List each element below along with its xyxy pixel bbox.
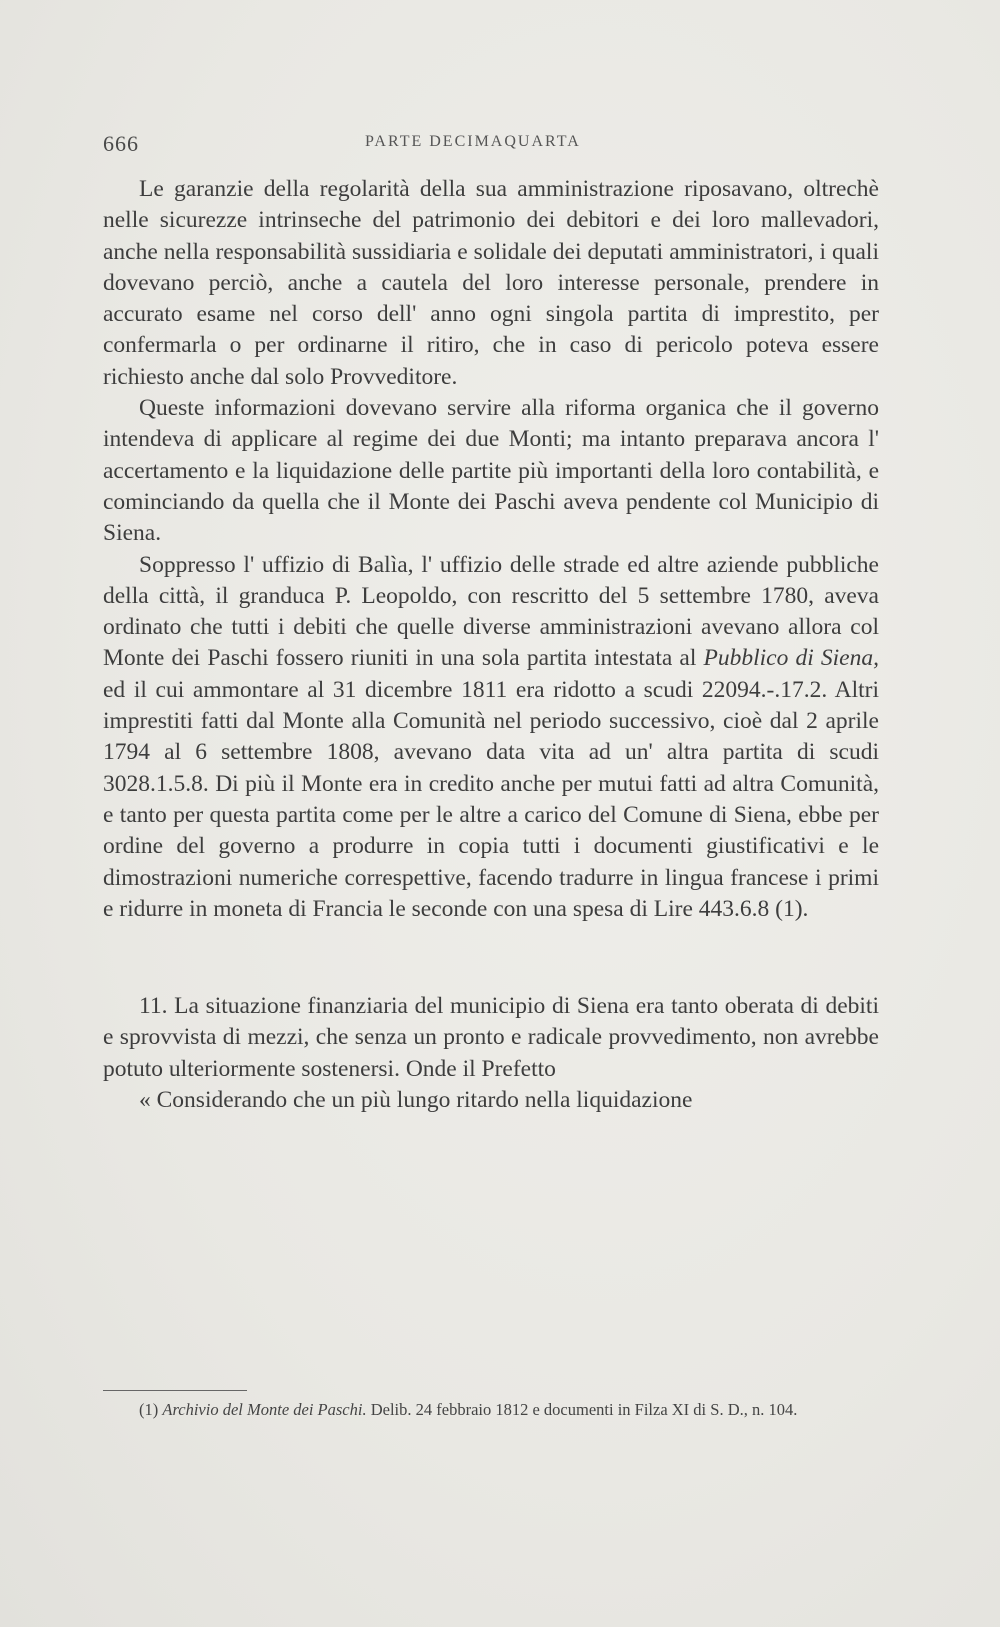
section-paragraph: 11. La situazione finanziaria del municipio di Siena era tanto oberata di debiti e sprovvista di mezzi, che senza un pronto e radicale provvedimento, non avrebbe potuto ulteriormente sostenersi. Onde il Prefetto	[103, 993, 879, 1082]
footnote-divider	[103, 1390, 247, 1391]
paragraph: Le garanzie della regolarità della sua amministrazione riposavano, oltrechè nelle sicurezze intrinseche del patrimonio dei debitori e dei loro mallevadori, anche nella responsabilità sussidiaria e solidale dei deputati amministratori, i quali dovevano perciò, anche a cautela del loro interesse personale, prendere in accurato esame nel corso dell' anno ogni singola partita di imprestito, per confermarla o per ordinarne il ritiro, che in caso di pericolo poteva essere richiesto anche dal solo Provveditore.	[103, 176, 879, 390]
paragraph-text: ed il cui ammontare al 31 dicembre 1811 era ridotto a scudi 22094.-.17.2. Altri imprestiti fatti dal Monte alla Comunità nel periodo successivo, cioè dal 2 aprile 1794 al 6 settembre 1808, avevano data vita ad un' altra partita di scudi 3028.1.5.8. Di più il Monte era in credito anche per mutui fatti ad altra Comunità, e tanto per questa partita come per le altre a carico del Comune di Siena, ebbe per ordine del governo a produrre in copia tutti i documenti giustificativi e le dimostrazioni numeriche correspettive, facendo tradurre in lingua francese i primi e ridurre in moneta di Francia le seconde con una spesa di Lire 443.6.8	[103, 676, 879, 922]
paragraph-text: Soppresso l' uffizio di Balìa, l' uffizio delle strade ed altre aziende pubbliche della città, il granduca P. Leopoldo, con rescritto del 5 settembre 1780, aveva ordinato che tutti i debiti che quelle diverse amministrazioni avevano allora col Monte dei Paschi fossero riuniti in una sola partita intestata al	[103, 551, 879, 672]
footnote-source: Archivio del Monte dei Paschi.	[162, 1400, 367, 1419]
page-header	[103, 131, 883, 161]
page-number: 666	[103, 131, 139, 156]
paragraph: Queste informazioni dovevano servire alla riforma organica che il governo intendeva di applicare al regime dei due Monti; ma intanto preparava ancora l' accertamento e la liquidazione delle partite più importanti della loro contabilità, e cominciando da quella che il Monte dei Paschi aveva pendente col Municipio di Siena.	[103, 395, 879, 547]
footnotes	[103, 1398, 879, 1422]
footnote-reference: (1).	[775, 895, 809, 922]
footnote-mark: (1)	[139, 1400, 159, 1419]
footnote-text: Delib. 24 febbraio 1812 e documenti in Filza XI di S. D., n. 104.	[366, 1400, 798, 1419]
paragraph	[103, 550, 879, 926]
running-head: PARTE DECIMAQUARTA	[365, 133, 581, 150]
quote-paragraph: « Considerando che un più lungo ritardo nella liquidazione	[139, 1087, 693, 1114]
italic-title: Pubblico di Siena,	[703, 645, 879, 672]
footnote	[103, 1398, 879, 1422]
body-text	[103, 174, 879, 1116]
